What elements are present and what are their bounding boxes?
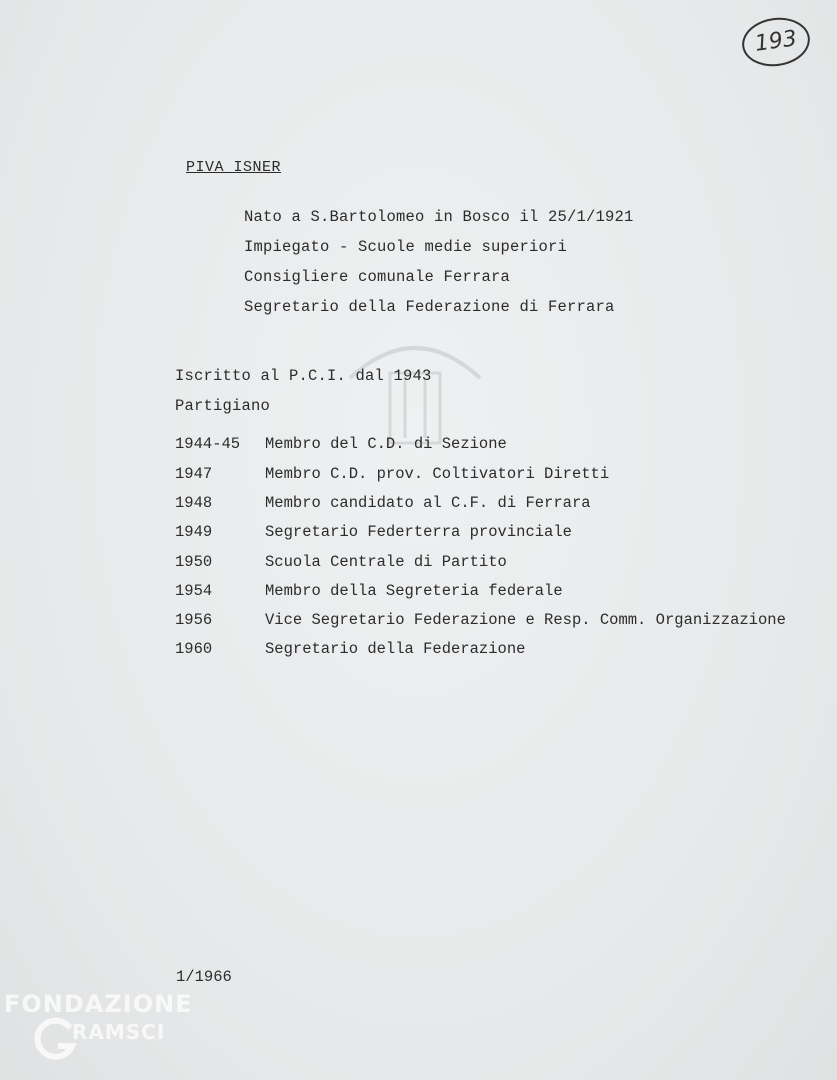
logo-text-line2: RAMSCI [72,1020,166,1044]
career-description: Vice Segretario Federazione e Resp. Comm. Organizzazione [265,611,786,629]
career-year: 1956 [175,611,213,629]
career-description: Segretario della Federazione [265,640,526,658]
career-description: Scuola Centrale di Partito [265,553,507,571]
career-description: Membro C.D. prov. Coltivatori Diretti [265,465,610,483]
membership-partisan: Partigiano [175,397,271,415]
career-year: 1947 [175,465,213,483]
career-description: Membro candidato al C.F. di Ferrara [265,494,591,512]
logo-text-line1: FONDAZIONE [4,990,193,1018]
bio-line-occupation: Impiegato - Scuole medie superiori [244,238,568,256]
career-year: 1954 [175,582,213,600]
membership-pci: Iscritto al P.C.I. dal 1943 [175,367,432,385]
career-year: 1948 [175,494,213,512]
bio-line-council: Consigliere comunale Ferrara [244,268,511,286]
career-year: 1949 [175,523,213,541]
page-number-stamp: 193 [739,14,813,71]
career-description: Membro del C.D. di Sezione [265,435,507,453]
person-name-heading: PIVA ISNER [186,159,282,176]
career-description: Segretario Federterra provinciale [265,523,572,541]
career-year: 1944-45 [175,435,241,453]
career-description: Membro della Segreteria federale [265,582,563,600]
fondazione-gramsci-logo [4,990,214,1070]
career-year: 1960 [175,640,213,658]
bio-line-birth: Nato a S.Bartolomeo in Bosco il 25/1/1921 [244,208,634,226]
document-date: 1/1966 [176,968,232,986]
bio-line-federation: Segretario della Federazione di Ferrara [244,298,615,316]
career-year: 1950 [175,553,213,571]
